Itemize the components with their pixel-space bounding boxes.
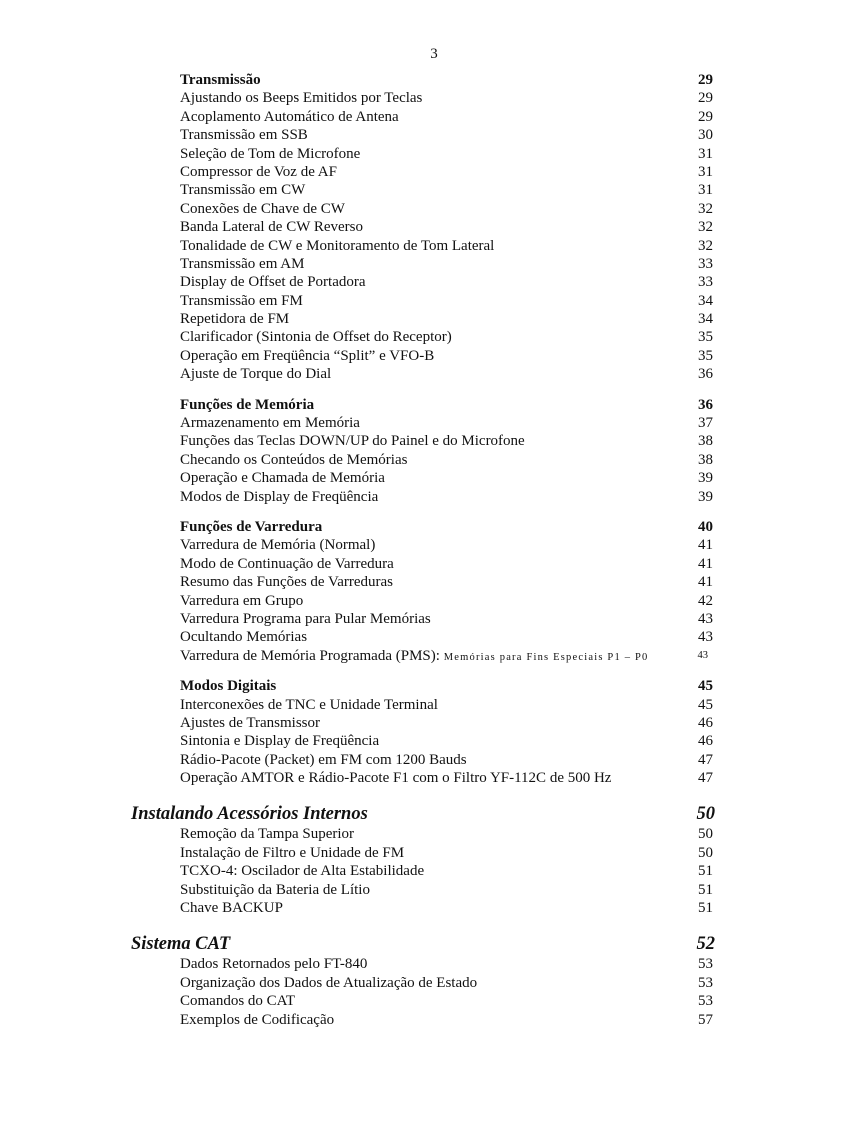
toc-entry[interactable] — [0, 555, 868, 573]
toc-entry[interactable] — [0, 974, 868, 992]
entry-title: Varredura Programa para Pular Memórias — [180, 610, 431, 627]
section-gap — [0, 917, 868, 933]
entry-subtitle: Memórias para Fins Especiais P1 – P0 — [439, 651, 649, 663]
entry-title: Ajustes de Transmissor — [180, 714, 321, 731]
toc-entry[interactable] — [0, 536, 868, 554]
entry-title: Resumo das Funções de Varreduras — [180, 574, 394, 591]
heading-title: Instalando Acessórios Internos — [131, 804, 368, 825]
toc-section — [0, 677, 868, 787]
entry-page-number: 30 — [698, 127, 713, 144]
section-heading[interactable] — [0, 677, 868, 695]
entry-page-number: 47 — [698, 751, 713, 768]
toc-entry[interactable] — [0, 273, 868, 291]
entry-title: Interconexões de TNC e Unidade Terminal — [180, 696, 438, 713]
heading-title: Sistema CAT — [131, 934, 231, 955]
toc-entry[interactable] — [0, 992, 868, 1010]
entry-title: Rádio-Pacote (Packet) em FM com 1200 Bauds — [180, 751, 467, 768]
entry-title: Ajustando os Beeps Emitidos por Teclas — [180, 90, 423, 107]
entry-page-number: 35 — [698, 329, 713, 346]
entry-title: Transmissão em CW — [180, 182, 306, 199]
entry-page-number: 46 — [698, 714, 713, 731]
toc-entry[interactable] — [0, 145, 868, 163]
toc-entry[interactable] — [0, 647, 868, 665]
entry-page-number: 31 — [698, 163, 713, 180]
toc-entry[interactable] — [0, 108, 868, 126]
entry-page-number: 57 — [698, 1011, 713, 1028]
entry-title: Seleção de Tom de Microfone — [180, 145, 361, 162]
heading-title: Funções de Varredura — [180, 518, 323, 535]
toc-entry[interactable] — [0, 573, 868, 591]
entry-page-number: 32 — [698, 200, 713, 217]
toc-entry[interactable] — [0, 200, 868, 218]
entry-page-number: 38 — [698, 451, 713, 468]
entry-title: Ocultando Memórias — [180, 629, 308, 646]
entry-title: Substituição da Bateria de Lítio — [180, 881, 370, 898]
toc-entry[interactable] — [0, 732, 868, 750]
toc-entry[interactable] — [0, 592, 868, 610]
entry-title: Remoção da Tampa Superior — [180, 826, 355, 843]
heading-page-number: 40 — [698, 518, 713, 535]
entry-title: Conexões de Chave de CW — [180, 200, 345, 217]
entry-page-number: 42 — [698, 592, 713, 609]
heading-title: Transmissão — [180, 72, 261, 88]
toc-entry[interactable] — [0, 218, 868, 236]
entry-page-number: 33 — [698, 255, 713, 272]
heading-page-number: 50 — [696, 804, 715, 825]
entry-title: Operação em Freqüência “Split” e VFO-B — [180, 347, 435, 364]
toc-entry[interactable] — [0, 862, 868, 880]
entry-page-number: 47 — [698, 770, 713, 787]
entry-page-number: 34 — [698, 292, 713, 309]
toc-entry[interactable] — [0, 751, 868, 769]
entry-page-number: 51 — [698, 863, 713, 880]
toc-section — [0, 396, 868, 506]
entry-title: Transmissão em SSB — [180, 127, 308, 144]
chapter-heading[interactable] — [0, 933, 868, 955]
entry-title: Transmissão em AM — [180, 255, 305, 272]
toc-entry[interactable] — [0, 769, 868, 787]
entry-page-number: 32 — [698, 219, 713, 236]
toc-entry[interactable] — [0, 955, 868, 973]
toc-entry[interactable] — [0, 347, 868, 365]
entry-title: Varredura de Memória (Normal) — [180, 537, 376, 554]
entry-page-number: 51 — [698, 900, 713, 917]
entry-page-number: 39 — [698, 470, 713, 487]
entry-page-number: 50 — [698, 844, 713, 861]
entry-page-number: 29 — [698, 90, 713, 107]
entry-page-number: 37 — [698, 415, 713, 432]
entry-title: Ajuste de Torque do Dial — [180, 366, 332, 383]
entry-title: Chave BACKUP — [180, 900, 283, 917]
toc-entry[interactable] — [0, 881, 868, 899]
toc-chapter — [0, 803, 868, 917]
entry-page-number: 34 — [698, 311, 713, 328]
toc-entry[interactable] — [0, 181, 868, 199]
entry-title: Varredura em Grupo — [180, 592, 304, 609]
entry-title: Exemplos de Codificação — [180, 1011, 335, 1028]
entry-title: Checando os Conteúdos de Memórias — [180, 451, 408, 468]
entry-page-number: 41 — [698, 537, 713, 554]
entry-title: Modos de Display de Freqüência — [180, 488, 379, 505]
entry-title: Dados Retornados pelo FT-840 — [180, 956, 368, 973]
entry-page-number: 43 — [698, 610, 713, 627]
entry-page-number: 50 — [698, 826, 713, 843]
entry-page-number: 39 — [698, 488, 713, 505]
entry-page-number: 41 — [698, 555, 713, 572]
toc-chapter — [0, 933, 868, 1029]
entry-page-number: 41 — [698, 574, 713, 591]
entry-title: Transmissão em FM — [180, 292, 303, 309]
entry-page-number: 33 — [698, 274, 713, 291]
toc-entry[interactable] — [0, 432, 868, 450]
toc-entry[interactable] — [0, 255, 868, 273]
entry-page-number: 31 — [698, 182, 713, 199]
toc-entry[interactable] — [0, 310, 868, 328]
entry-title: Tonalidade de CW e Monitoramento de Tom Lateral — [180, 237, 495, 254]
toc-entry[interactable] — [0, 488, 868, 506]
entry-page-number: 38 — [698, 433, 713, 450]
entry-page-number: 43 — [697, 649, 708, 661]
entry-page-number: 45 — [698, 696, 713, 713]
toc-entry[interactable] — [0, 126, 868, 144]
heading-page-number: 36 — [698, 396, 713, 413]
entry-page-number: 51 — [698, 881, 713, 898]
entry-title: Acoplamento Automático de Antena — [180, 108, 399, 125]
toc-section — [0, 518, 868, 665]
toc-entry[interactable] — [0, 628, 868, 646]
entry-page-number: 53 — [698, 974, 713, 991]
toc-entry[interactable] — [0, 696, 868, 714]
entry-page-number: 35 — [698, 347, 713, 364]
entry-title: Armazenamento em Memória — [180, 415, 360, 432]
entry-title: Banda Lateral de CW Reverso — [180, 219, 363, 236]
toc-entry[interactable] — [0, 414, 868, 432]
entry-title: Compressor de Voz de AF — [180, 163, 337, 180]
toc-entry[interactable] — [0, 610, 868, 628]
entry-title: Funções das Teclas DOWN/UP do Painel e do Microfone — [180, 433, 525, 450]
toc-entry[interactable] — [0, 365, 868, 383]
heading-page-number: 52 — [696, 934, 715, 955]
chapter-heading[interactable] — [0, 803, 868, 825]
entry-title: TCXO-4: Oscilador de Alta Estabilidade — [180, 863, 425, 880]
toc-entry[interactable] — [0, 714, 868, 732]
heading-title: Modos Digitais — [180, 678, 277, 695]
entry-title: Varredura de Memória Programada (PMS): Memórias para Fins Especiais P1 – P0 — [180, 647, 649, 664]
toc-entry[interactable] — [0, 825, 868, 843]
toc-entry[interactable] — [0, 451, 868, 469]
heading-page-number: 45 — [698, 678, 713, 695]
entry-title: Operação e Chamada de Memória — [180, 470, 385, 487]
entry-title: Organização dos Dados de Atualização de Estado — [180, 974, 478, 991]
entry-page-number: 31 — [698, 145, 713, 162]
page-number: 3 — [430, 46, 438, 62]
toc-entry[interactable] — [0, 1011, 868, 1029]
entry-page-number: 29 — [698, 108, 713, 125]
heading-title: Funções de Memória — [180, 396, 315, 413]
toc-entry[interactable] — [0, 844, 868, 862]
entry-title: Clarificador (Sintonia de Offset do Receptor) — [180, 329, 452, 346]
section-heading[interactable] — [0, 518, 868, 536]
entry-page-number: 36 — [698, 366, 713, 383]
section-heading[interactable] — [0, 396, 868, 414]
entry-title: Comandos do CAT — [180, 993, 296, 1010]
entry-page-number: 53 — [698, 993, 713, 1010]
section-gap — [0, 506, 868, 518]
entry-page-number: 46 — [698, 733, 713, 750]
heading-page-number: 29 — [698, 72, 713, 88]
entry-title: Sintonia e Display de Freqüência — [180, 733, 380, 750]
entry-page-number: 53 — [698, 956, 713, 973]
entry-page-number: 32 — [698, 237, 713, 254]
section-gap — [0, 787, 868, 803]
entry-title: Display de Offset de Portadora — [180, 274, 366, 291]
entry-title: Operação AMTOR e Rádio-Pacote F1 com o Filtro YF-112C de 500 Hz — [180, 770, 612, 787]
section-heading[interactable] — [0, 71, 868, 89]
entry-title: Instalação de Filtro e Unidade de FM — [180, 844, 405, 861]
table-of-contents — [0, 71, 868, 1029]
section-gap — [0, 384, 868, 396]
toc-entry[interactable] — [0, 163, 868, 181]
toc-entry[interactable] — [0, 292, 868, 310]
toc-entry[interactable] — [0, 89, 868, 107]
toc-entry[interactable] — [0, 899, 868, 917]
entry-page-number: 43 — [698, 629, 713, 646]
entry-title: Modo de Continuação de Varredura — [180, 555, 394, 572]
toc-entry[interactable] — [0, 469, 868, 487]
toc-entry[interactable] — [0, 237, 868, 255]
toc-entry[interactable] — [0, 328, 868, 346]
entry-title: Repetidora de FM — [180, 311, 290, 328]
toc-section — [0, 71, 868, 384]
